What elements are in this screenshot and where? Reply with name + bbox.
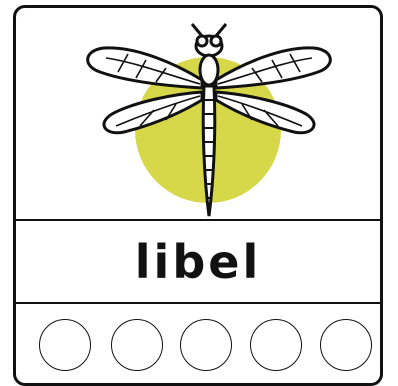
letter-circle-4[interactable] bbox=[250, 319, 302, 371]
letter-circle-2[interactable] bbox=[111, 319, 163, 371]
word-card bbox=[13, 5, 383, 386]
letter-circle-3[interactable] bbox=[180, 319, 232, 371]
letter-circle-1[interactable] bbox=[39, 319, 91, 371]
letter-circles bbox=[16, 304, 380, 383]
word-label: libel bbox=[134, 234, 262, 289]
dragonfly-icon bbox=[16, 8, 380, 219]
letter-circle-5[interactable] bbox=[320, 319, 372, 371]
